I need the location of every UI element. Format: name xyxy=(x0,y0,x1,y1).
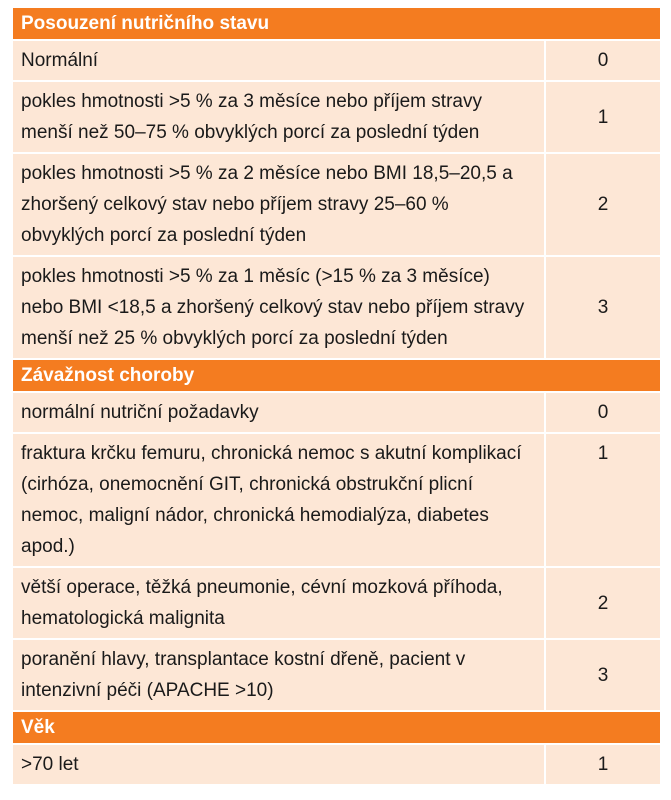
row-description: pokles hmotnosti >5 % za 3 měsíce nebo příjem stravy menší než 50–75 % obvyklých porcí za poslední týden xyxy=(12,81,545,153)
section-title: Věk xyxy=(12,711,661,744)
row-description: Normální xyxy=(12,40,545,81)
row-score: 3 xyxy=(545,256,661,359)
row-score: 0 xyxy=(545,40,661,81)
section-header-disease xyxy=(12,359,661,392)
row-description: normální nutriční požadavky xyxy=(12,392,545,433)
row-score: 1 xyxy=(545,81,661,153)
section-title: Posouzení nutričního stavu xyxy=(12,7,661,40)
table-row xyxy=(12,392,661,433)
row-score: 2 xyxy=(545,567,661,639)
row-score: 3 xyxy=(545,639,661,711)
row-description: větší operace, těžká pneumonie, cévní mozková příhoda, hematologická malignita xyxy=(12,567,545,639)
row-score: 2 xyxy=(545,153,661,256)
row-score: 1 xyxy=(545,433,661,567)
table-row xyxy=(12,433,661,567)
row-description: pokles hmotnosti >5 % za 1 měsíc (>15 % za 3 měsíce) nebo BMI <18,5 a zhoršený celkový stav nebo příjem stravy menší než 25 % obvyklých porcí za poslední týden xyxy=(12,256,545,359)
row-score: 1 xyxy=(545,744,661,785)
nutrition-score-table xyxy=(11,6,662,786)
section-header-nutrition xyxy=(12,7,661,40)
row-description: poranění hlavy, transplantace kostní dřeně, pacient v intenzivní péči (APACHE >10) xyxy=(12,639,545,711)
section-header-age xyxy=(12,711,661,744)
row-score: 0 xyxy=(545,392,661,433)
row-description: >70 let xyxy=(12,744,545,785)
table-row xyxy=(12,567,661,639)
table-row xyxy=(12,256,661,359)
table-row xyxy=(12,744,661,785)
table-row xyxy=(12,81,661,153)
score-table-container xyxy=(11,6,660,786)
table-row xyxy=(12,153,661,256)
table-row xyxy=(12,639,661,711)
section-title: Závažnost choroby xyxy=(12,359,661,392)
table-row xyxy=(12,40,661,81)
row-description: fraktura krčku femuru, chronická nemoc s akutní komplikací (cirhóza, onemocnění GIT, chronická obstrukční plicní nemoc, maligní nádor, chronická hemodialýza, diabetes apod.) xyxy=(12,433,545,567)
row-description: pokles hmotnosti >5 % za 2 měsíce nebo BMI 18,5–20,5 a zhoršený celkový stav nebo příjem stravy 25–60 % obvyklých porcí za poslední týden xyxy=(12,153,545,256)
